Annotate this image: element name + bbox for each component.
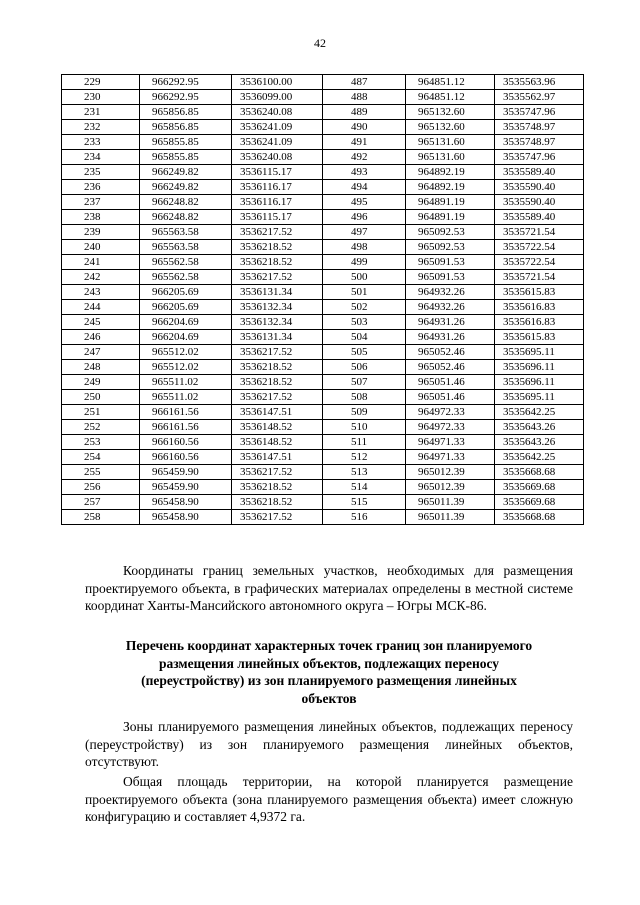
table-cell: 966204.69 <box>140 315 232 330</box>
table-cell: 250 <box>62 390 140 405</box>
table-cell: 3535616.83 <box>495 300 584 315</box>
table-cell: 242 <box>62 270 140 285</box>
table-cell: 509 <box>323 405 406 420</box>
table-cell: 499 <box>323 255 406 270</box>
table-cell: 964931.26 <box>406 315 495 330</box>
table-cell: 3536148.52 <box>232 435 323 450</box>
table-cell: 3535696.11 <box>495 375 584 390</box>
page-number: 42 <box>314 36 326 50</box>
table-cell: 966248.82 <box>140 195 232 210</box>
table-cell: 3536217.52 <box>232 510 323 525</box>
table-row <box>62 180 584 195</box>
coordinates-note-paragraph: Координаты границ земельных участков, необходимых для размещения проектируемого объекта, в графических материалах определены в местной системе координат Ханты-Мансийского автономного округа – Югры МСК-86. <box>85 563 573 613</box>
table-cell: 3536218.52 <box>232 360 323 375</box>
table-row <box>62 420 584 435</box>
table-row <box>62 510 584 525</box>
table-cell: 965562.58 <box>140 255 232 270</box>
table-cell: 3535643.26 <box>495 435 584 450</box>
table-cell: 3535643.26 <box>495 420 584 435</box>
table-row <box>62 345 584 360</box>
section-heading: Перечень координат характерных точек границ зон планируемого размещения линейных объектов, подлежащих переносу (переустройству) из зон планируемого размещения линейных объектов <box>125 638 533 706</box>
table-cell: 3536147.51 <box>232 450 323 465</box>
table-cell: 3536217.52 <box>232 270 323 285</box>
table-cell: 512 <box>323 450 406 465</box>
table-cell: 3536147.51 <box>232 405 323 420</box>
table-cell: 489 <box>323 105 406 120</box>
table-cell: 495 <box>323 195 406 210</box>
table-cell: 3535589.40 <box>495 165 584 180</box>
table-row <box>62 435 584 450</box>
table-cell: 258 <box>62 510 140 525</box>
table-cell: 487 <box>323 75 406 90</box>
table-cell: 494 <box>323 180 406 195</box>
table-row <box>62 120 584 135</box>
table-cell: 965458.90 <box>140 495 232 510</box>
coordinates-table-body <box>62 75 584 525</box>
table-cell: 503 <box>323 315 406 330</box>
table-cell: 964932.26 <box>406 300 495 315</box>
table-cell: 501 <box>323 285 406 300</box>
table-row <box>62 105 584 120</box>
table-row <box>62 285 584 300</box>
table-cell: 505 <box>323 345 406 360</box>
table-cell: 965459.90 <box>140 480 232 495</box>
table-cell: 251 <box>62 405 140 420</box>
table-cell: 236 <box>62 180 140 195</box>
table-cell: 3535642.25 <box>495 405 584 420</box>
table-cell: 3536217.52 <box>232 390 323 405</box>
table-cell: 257 <box>62 495 140 510</box>
table-cell: 965131.60 <box>406 150 495 165</box>
table-cell: 964971.33 <box>406 450 495 465</box>
table-cell: 965511.02 <box>140 375 232 390</box>
table-cell: 511 <box>323 435 406 450</box>
table-cell: 234 <box>62 150 140 165</box>
table-cell: 3536132.34 <box>232 300 323 315</box>
table-cell: 240 <box>62 240 140 255</box>
table-cell: 491 <box>323 135 406 150</box>
table-cell: 964931.26 <box>406 330 495 345</box>
table-cell: 966161.56 <box>140 420 232 435</box>
table-cell: 3536240.08 <box>232 105 323 120</box>
table-cell: 965855.85 <box>140 135 232 150</box>
table-cell: 966292.95 <box>140 90 232 105</box>
table-cell: 966204.69 <box>140 330 232 345</box>
table-row <box>62 315 584 330</box>
table-row <box>62 495 584 510</box>
table-row <box>62 360 584 375</box>
table-cell: 488 <box>323 90 406 105</box>
table-cell: 3536217.52 <box>232 225 323 240</box>
table-cell: 3535747.96 <box>495 105 584 120</box>
table-row <box>62 405 584 420</box>
table-cell: 3535563.96 <box>495 75 584 90</box>
table-row <box>62 75 584 90</box>
table-cell: 253 <box>62 435 140 450</box>
table-cell: 965052.46 <box>406 360 495 375</box>
table-cell: 964892.19 <box>406 180 495 195</box>
table-cell: 3536099.00 <box>232 90 323 105</box>
table-row <box>62 210 584 225</box>
table-cell: 248 <box>62 360 140 375</box>
table-cell: 496 <box>323 210 406 225</box>
table-cell: 964891.19 <box>406 195 495 210</box>
table-cell: 239 <box>62 225 140 240</box>
table-row <box>62 480 584 495</box>
table-cell: 965512.02 <box>140 360 232 375</box>
table-cell: 3535695.11 <box>495 390 584 405</box>
table-cell: 3536115.17 <box>232 210 323 225</box>
table-cell: 966161.56 <box>140 405 232 420</box>
table-cell: 3535696.11 <box>495 360 584 375</box>
table-cell: 965092.53 <box>406 225 495 240</box>
table-cell: 3535721.54 <box>495 225 584 240</box>
table-cell: 3536218.52 <box>232 480 323 495</box>
table-cell: 3535722.54 <box>495 240 584 255</box>
table-cell: 965052.46 <box>406 345 495 360</box>
table-cell: 249 <box>62 375 140 390</box>
table-cell: 966248.82 <box>140 210 232 225</box>
table-cell: 3536116.17 <box>232 195 323 210</box>
table-cell: 965562.58 <box>140 270 232 285</box>
table-cell: 507 <box>323 375 406 390</box>
table-cell: 244 <box>62 300 140 315</box>
table-cell: 3536241.09 <box>232 120 323 135</box>
table-cell: 3535748.97 <box>495 120 584 135</box>
table-row <box>62 465 584 480</box>
table-cell: 232 <box>62 120 140 135</box>
table-cell: 506 <box>323 360 406 375</box>
table-cell: 3536148.52 <box>232 420 323 435</box>
table-cell: 965131.60 <box>406 135 495 150</box>
table-row <box>62 225 584 240</box>
table-cell: 965459.90 <box>140 465 232 480</box>
table-cell: 966160.56 <box>140 435 232 450</box>
table-cell: 493 <box>323 165 406 180</box>
table-cell: 504 <box>323 330 406 345</box>
table-row <box>62 240 584 255</box>
table-cell: 3535616.83 <box>495 315 584 330</box>
table-cell: 3535615.83 <box>495 285 584 300</box>
table-cell: 229 <box>62 75 140 90</box>
table-row <box>62 300 584 315</box>
table-cell: 510 <box>323 420 406 435</box>
table-cell: 233 <box>62 135 140 150</box>
table-cell: 498 <box>323 240 406 255</box>
table-cell: 964892.19 <box>406 165 495 180</box>
table-cell: 966249.82 <box>140 165 232 180</box>
table-cell: 497 <box>323 225 406 240</box>
table-cell: 966249.82 <box>140 180 232 195</box>
table-cell: 230 <box>62 90 140 105</box>
table-cell: 3536217.52 <box>232 465 323 480</box>
table-cell: 3535722.54 <box>495 255 584 270</box>
table-cell: 965011.39 <box>406 495 495 510</box>
table-cell: 243 <box>62 285 140 300</box>
table-cell: 516 <box>323 510 406 525</box>
table-cell: 965012.39 <box>406 465 495 480</box>
table-cell: 3535669.68 <box>495 480 584 495</box>
table-cell: 3535642.25 <box>495 450 584 465</box>
table-cell: 241 <box>62 255 140 270</box>
table-cell: 237 <box>62 195 140 210</box>
table-row <box>62 90 584 105</box>
table-row <box>62 195 584 210</box>
table-cell: 490 <box>323 120 406 135</box>
table-cell: 3535589.40 <box>495 210 584 225</box>
table-row <box>62 165 584 180</box>
table-cell: 3535721.54 <box>495 270 584 285</box>
table-cell: 965091.53 <box>406 255 495 270</box>
table-cell: 965512.02 <box>140 345 232 360</box>
table-cell: 965511.02 <box>140 390 232 405</box>
table-cell: 3535562.97 <box>495 90 584 105</box>
area-paragraph: Общая площадь территории, на которой планируется размещение проектируемого объекта (зона планируемого размещения объекта) имеет сложную конфигурацию и составляет 4,9372 га. <box>85 774 573 824</box>
table-cell: 513 <box>323 465 406 480</box>
table-cell: 3535747.96 <box>495 150 584 165</box>
table-cell: 3536115.17 <box>232 165 323 180</box>
table-cell: 231 <box>62 105 140 120</box>
table-cell: 3535668.68 <box>495 465 584 480</box>
table-cell: 256 <box>62 480 140 495</box>
table-cell: 252 <box>62 420 140 435</box>
table-cell: 246 <box>62 330 140 345</box>
table-cell: 3536218.52 <box>232 240 323 255</box>
table-cell: 3535669.68 <box>495 495 584 510</box>
table-cell: 965458.90 <box>140 510 232 525</box>
table-cell: 965132.60 <box>406 120 495 135</box>
table-cell: 965091.53 <box>406 270 495 285</box>
table-cell: 508 <box>323 390 406 405</box>
table-cell: 964932.26 <box>406 285 495 300</box>
table-cell: 965012.39 <box>406 480 495 495</box>
table-cell: 964971.33 <box>406 435 495 450</box>
table-cell: 964851.12 <box>406 75 495 90</box>
table-cell: 515 <box>323 495 406 510</box>
table-row <box>62 450 584 465</box>
table-cell: 235 <box>62 165 140 180</box>
table-cell: 965856.85 <box>140 120 232 135</box>
table-cell: 965855.85 <box>140 150 232 165</box>
table-cell: 3536131.34 <box>232 285 323 300</box>
table-cell: 965092.53 <box>406 240 495 255</box>
table-cell: 3536218.52 <box>232 375 323 390</box>
zones-paragraph: Зоны планируемого размещения линейных объектов, подлежащих переносу (переустройству) из зон планируемого размещения линейных объектов, отсутствуют. <box>85 719 573 769</box>
table-cell: 514 <box>323 480 406 495</box>
table-row <box>62 255 584 270</box>
table-cell: 3535668.68 <box>495 510 584 525</box>
table-row <box>62 270 584 285</box>
table-row <box>62 150 584 165</box>
table-cell: 3536218.52 <box>232 255 323 270</box>
table-cell: 3536240.08 <box>232 150 323 165</box>
table-cell: 966292.95 <box>140 75 232 90</box>
table-row <box>62 135 584 150</box>
table-cell: 3536100.00 <box>232 75 323 90</box>
table-cell: 964851.12 <box>406 90 495 105</box>
table-cell: 3535590.40 <box>495 180 584 195</box>
table-cell: 965856.85 <box>140 105 232 120</box>
table-cell: 247 <box>62 345 140 360</box>
table-cell: 965051.46 <box>406 390 495 405</box>
table-cell: 964891.19 <box>406 210 495 225</box>
table-cell: 965132.60 <box>406 105 495 120</box>
table-cell: 965051.46 <box>406 375 495 390</box>
table-cell: 255 <box>62 465 140 480</box>
table-row <box>62 390 584 405</box>
table-cell: 3536218.52 <box>232 495 323 510</box>
table-row <box>62 375 584 390</box>
table-cell: 966205.69 <box>140 300 232 315</box>
coordinates-table <box>61 74 584 525</box>
table-cell: 245 <box>62 315 140 330</box>
table-cell: 965563.58 <box>140 225 232 240</box>
table-cell: 3536217.52 <box>232 345 323 360</box>
table-cell: 3536132.34 <box>232 315 323 330</box>
table-cell: 966160.56 <box>140 450 232 465</box>
table-cell: 3536241.09 <box>232 135 323 150</box>
table-cell: 3535590.40 <box>495 195 584 210</box>
table-cell: 966205.69 <box>140 285 232 300</box>
table-cell: 500 <box>323 270 406 285</box>
table-cell: 492 <box>323 150 406 165</box>
table-cell: 254 <box>62 450 140 465</box>
table-cell: 3535695.11 <box>495 345 584 360</box>
table-cell: 964972.33 <box>406 420 495 435</box>
table-cell: 3536116.17 <box>232 180 323 195</box>
table-row <box>62 330 584 345</box>
table-cell: 965011.39 <box>406 510 495 525</box>
table-cell: 964972.33 <box>406 405 495 420</box>
table-cell: 3535748.97 <box>495 135 584 150</box>
table-cell: 238 <box>62 210 140 225</box>
table-cell: 3535615.83 <box>495 330 584 345</box>
table-cell: 3536131.34 <box>232 330 323 345</box>
table-cell: 502 <box>323 300 406 315</box>
table-cell: 965563.58 <box>140 240 232 255</box>
